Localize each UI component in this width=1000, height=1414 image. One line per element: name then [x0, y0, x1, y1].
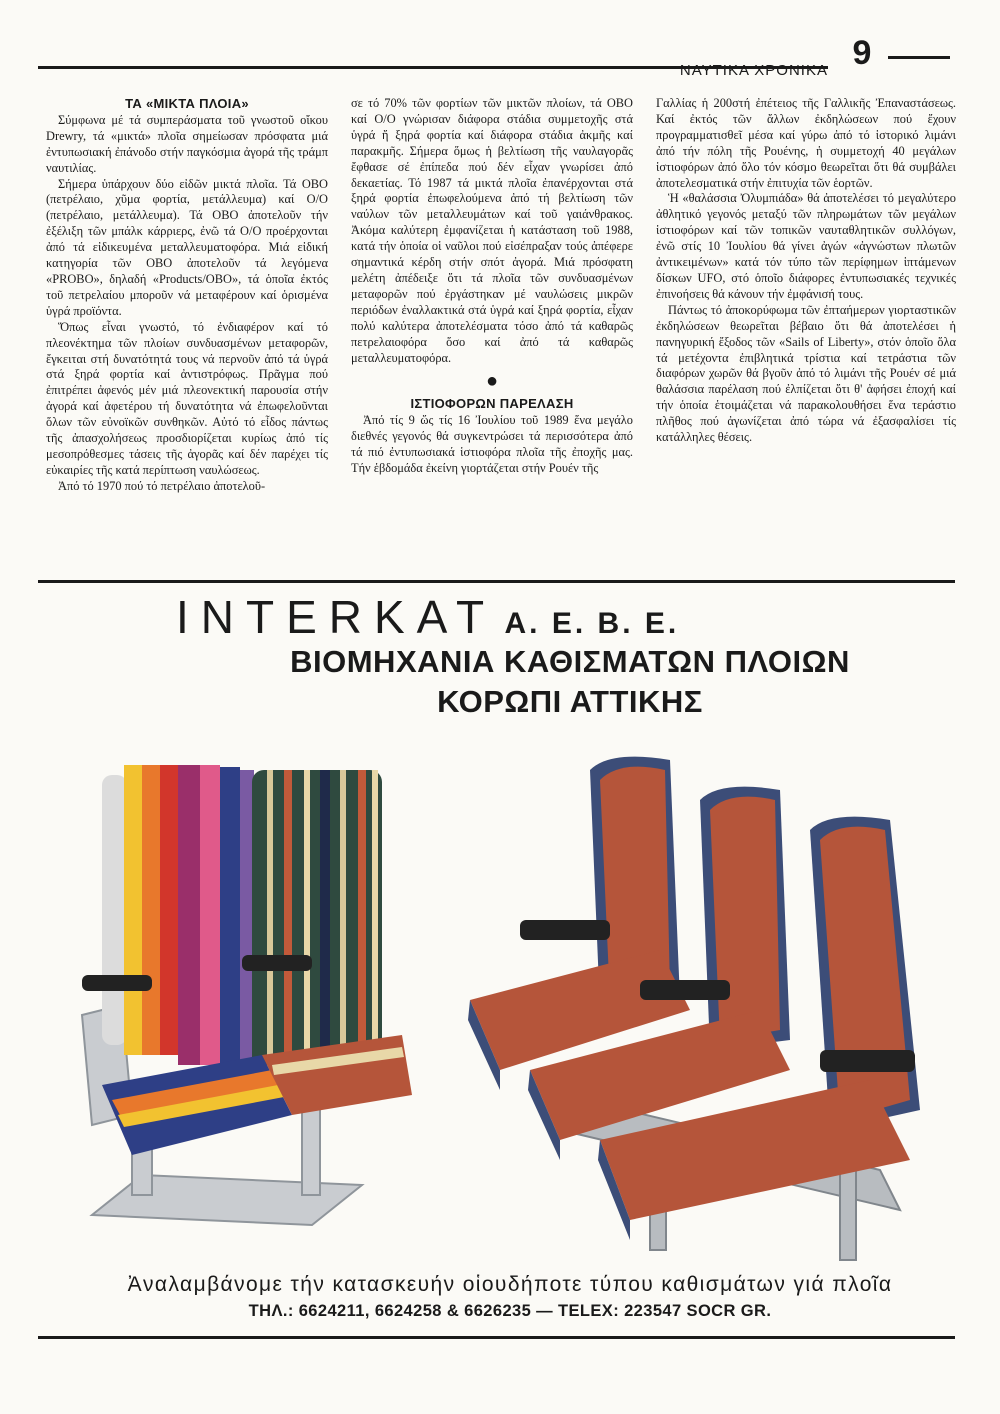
armrest	[520, 920, 610, 940]
section-bullet: ●	[485, 370, 499, 393]
header-rule-right	[888, 56, 950, 59]
leather-seats-photo	[460, 750, 965, 1270]
advert-tagline: Ἀναλαμβάνομε τήν κατασκευήν οἱουδήποτε τύπου καθισμάτων γιά πλοῖα	[127, 1273, 893, 1296]
column-3	[656, 96, 956, 574]
paragraph: Ἀπό τίς 9 ὥς τίς 16 Ἰουλίου τοῦ 1989 ἕνα μεγάλο διεθνές γεγονός θά συγκεντρώσει τά περισσότερα ἀπό τά πιό ἐντυπωσιακά ἱστιοφόρα πλοῖα τῆς ἐποχῆς μας. Τήν ἑβδομάδα ἐκείνη γιορτάζεται στήν Ρουέν τῆς	[351, 413, 633, 476]
armrest	[640, 980, 730, 1000]
striped-seats-photo	[62, 755, 432, 1235]
paragraph: Σύμφωνα μέ τά συμπεράσματα τοῦ γνωστοῦ οἴκου Drewry, τά «μικτά» πλοῖα σημείωσαν πρόσφατα μιά ἐντυπωσιακή ἐπάνοδο στήν παγκόσμια ἀγορά τῆς τράμπ ναυτιλίας.	[46, 112, 328, 175]
advert-industry-line: ΒΙΟΜΗΧΑΝΙΑ ΚΑΘΙΣΜΑΤΩΝ ΠΛΟΙΩΝ	[290, 644, 850, 679]
column-1	[46, 96, 328, 574]
advert-company-name	[176, 590, 736, 646]
page-number: 9	[852, 34, 872, 72]
armrest	[820, 1050, 915, 1072]
left-seat-back	[102, 765, 254, 1070]
magazine-name: ΝΑΥΤΙΚΑ ΧΡΟΝΙΚΑ	[679, 62, 828, 79]
advert-top-rule	[38, 580, 955, 583]
article-heading-sailing-parade: ΙΣΤΙΟΦΟΡΩΝ ΠΑΡΕΛΑΣΗ	[410, 396, 574, 412]
paragraph: Πάντως τό ἀποκορύφωμα τῶν ἐπταήμερων γιορταστικῶν ἐκδηλώσεων θεωρεῖται βέβαιο ὅτι θά ἀποτελέσει ἡ πανηγυρική ἔξοδος τῶν «Sails of Liberty», στόν ὁποῖο ὅλα τά μετέχοντα ἐπιβλητικά τρίστια καί τετράστια τῶν διαφόρων χωρῶν θά βγοῦν ἀπό τό λιμάνι τῆς Ρουέν σέ μιά θαλάσσια παρέλαση πού ἐλπίζεται ὅτι θ' ἀφήσει ἐποχή καί τήν ὁποία ἑτοιμάζεται νά παρακολουθήσει ἕνα τεράστιο πλῆθος πού ἀγωνίζεται ἀπό τώρα νά ἐξασφαλίσει τίς κατάλληλες θέσεις.	[656, 302, 956, 445]
paragraph: σε τό 70% τῶν φορτίων τῶν μικτῶν πλοίων, τά ΟΒΟ καί Ο/Ο γνώρισαν διάφορα στάδια συμμετοχῆς στά ὑγρά ἤ ξηρά φορτία καί διάφορα στάδια ἀκμῆς καί παρακμῆς. Σήμερα ὅμως ἡ βελτίωση τῆς ναυλαγορᾶς ἔφθασε σέ ἐπίπεδα πού δέν εἶχαν γνωρίσει ἀπό δεκαετίας. Τό 1987 τά μικτά πλοῖα ἐπανέρχονται στά ξηρά φορτία ἐπωφελούμενα ἀπό τή βελτίωση τῶν ναύλων τῶν μεταλλευμάτων καί τοῦ γαιάνθρακος. Ἀκόμα καλύτερη ἐμφανίζεται ἡ κατάσταση τοῦ 1988, κατά τήν ὁποία οἱ ναῦλοι πού εἰσέπραξαν τούς ἀπέφερε σημαντικά κέρδη στήν σπότ ἀγορά. Μιά πρόσφατη μελέτη ἀπέδειξε ὅτι τά πλοῖα τῶν συνδυασμένων μεταφορῶν πού ἐργάστηκαν μέ ναυλώσεις μικρῶν περιόδων ἐναλλακτικά στά ὑγρά καί ξηρά φορτία, εἶχαν πολύ καλύτερα ἀποτελέσματα τόσο ἀπό τά καθαρῶς πετρελαιοφόρα ὅσο καί ἀπό τά καθαρῶς μεταλλευματοφόρα.	[351, 96, 633, 365]
advert-location-line: ΚΟΡΩΠΙ ΑΤΤΙΚΗΣ	[437, 684, 703, 719]
right-seat-back	[252, 770, 382, 1070]
paragraph: Γαλλίας ἡ 200στή ἐπέτειος τῆς Γαλλικῆς Ἐπαναστάσεως. Καί ἐκτός τῶν ἄλλων ἐκδηλώσεων πού ἔχουν προγραμματισθεῖ μέσα καί γύρω ἀπό τό ἱστορικό λιμάνι ἀπό τήν πόλη τῆς Ρουένης, ἡ συμμετοχή 40 μεγάλων ἱστιοφόρων ἀπό ὅλο τόν κόσμο θεωρεῖται ὅτι θά συμβάλει ἀποτελεσματικά στήν ἐπιτυχία τῶν ἑορτῶν.	[656, 96, 956, 190]
advert-contact: ΤΗΛ.: 6624211, 6624258 & 6626235 — TELEX: 223547 SOCR GR.	[248, 1302, 772, 1320]
advert-bottom-rule	[38, 1336, 955, 1339]
paragraph: Ἀπό τό 1970 πού τό πετρέλαιο ἀποτελοῦ-	[58, 478, 266, 493]
paragraph: Ὅπως εἶναι γνωστό, τό ἐνδιαφέρον καί τό πλεονέκτημα τῶν πλοίων συνδυασμένων μεταφορῶν, ἔγκειται στή δυνατότητά τους νά περνοῦν ἀπό τά ὑγρά στά ξηρά φορτία καί ἀντιστρόφως. Πρᾶγμα πού ἐπιτρέπει ἀφενός μέν μιά πλεονεκτική παρουσία στήν ἀγορά καί ἀφετέρου τή δυνατότητα νά ἐπωφελοῦνται ὅλων τῶν εὐνοϊκῶν συνθηκῶν. Αὐτό τό εἶδος πάντως τῆς ἀπασχολήσεως προσδιορίζεται κυρίως ἀπό τίς μεσοπρόθεσμες τάσεις τῆς ἀγορᾶς καί δέν παρέχει τίς εὐκαιρίες τῆς κατά περίπτωση ναυλώσεως.	[46, 319, 328, 477]
left-armrest	[82, 975, 152, 991]
paragraph: Ἡ «θαλάσσια Ὀλυμπιάδα» θά ἀποτελέσει τό μεγαλύτερο ἀθλητικό γεγονός μεταξύ τῶν πληρωμάτων τῶν μεγάλων ἱστιοφόρων καί τῶν τοπικῶν ναυταθλητικῶν συλλόγων, ἐνῶ στίς 10 Ἰουλίου θά γίνει ἀγών «ἀγνώστων πλωτῶν ἀντικειμένων» κατά τόν τύπο τῶν περίφημων ἱπτάμενων δίσκων UFO, στό ὁποῖο διάφορες ἐντυπωσιακές τεχνικές ἐπινοήσεις θά κάνουν τήν ἐμφάνισή τους.	[656, 191, 956, 301]
advert-brand: INTERKAT	[176, 591, 497, 643]
article-heading-mixed-ships: ΤΑ «ΜΙΚΤΑ ΠΛΟΙΑ»	[125, 96, 249, 111]
column-2	[351, 96, 633, 574]
article-columns	[46, 96, 956, 574]
advert-legal-form: A. E. B. E.	[504, 607, 680, 640]
middle-armrest	[242, 955, 312, 971]
paragraph: Σήμερα ὑπάρχουν δύο εἰδῶν μικτά πλοῖα. Τά ΟΒΟ (πετρέλαιο, χῦμα φορτία, μετάλλευμα) καί Ο/Ο (πετρέλαιο, μετάλλευμα). Τά ΟΒΟ ἀποτελοῦν τήν ἐξέλιξη τῶν μπάλκ κάρριερς, ἐνῶ τά Ο/Ο προέρχονται ἀπό τά εἰδικευμένα μεταλλευματοφόρα. Μιά εἰδική κατηγορία τῶν ΟΒΟ ἀποτελοῦν τά λεγόμενα «PROBO», δηλαδή «Products/OBO», τά ὁποῖα ἐκτός τοῦ πετρελαίου μποροῦν νά μεταφέρουν καί ὁρισμένα ὑγρά προϊόντα.	[46, 176, 328, 318]
